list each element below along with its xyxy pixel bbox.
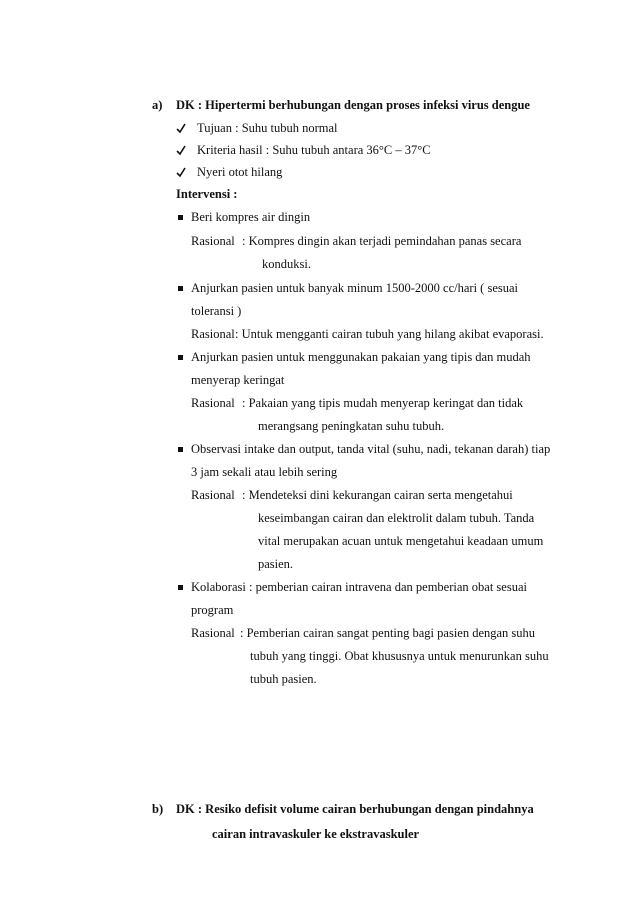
- rasional-4-line-4: pasien.: [258, 557, 294, 571]
- bullet-square-icon: [178, 585, 183, 590]
- bullet-square-icon: [178, 447, 183, 452]
- rasional-4-line-3: vital merupakan acuan untuk mengetahui keadaan umum: [258, 534, 544, 548]
- checkmark-icon: [176, 166, 186, 178]
- rasional-1-line-2: konduksi.: [262, 257, 311, 271]
- intervensi-label: Intervensi :: [176, 187, 238, 201]
- check-item-kriteria: Kriteria hasil : Suhu tubuh antara 36°C – 37°C: [197, 143, 431, 157]
- intervention-2-line-1: Anjurkan pasien untuk banyak minum 1500-2000 cc/hari ( sesuai: [191, 281, 519, 295]
- intervention-5-line-2: program: [191, 603, 234, 617]
- bullet-square-icon: [178, 215, 183, 220]
- rasional-3-label: Rasional: [191, 396, 235, 410]
- rasional-4-line-2: keseimbangan cairan dan elektrolit dalam tubuh. Tanda: [258, 511, 535, 525]
- intervention-1-text: Beri kompres air dingin: [191, 210, 311, 224]
- section-b-heading-line-1: DK : Resiko defisit volume cairan berhubungan dengan pindahnya: [176, 802, 534, 816]
- rasional-5-label: Rasional: [191, 626, 235, 640]
- check-item-tujuan: Tujuan : Suhu tubuh normal: [197, 121, 338, 135]
- rasional-5-line-1: : Pemberian cairan sangat penting bagi pasien dengan suhu: [240, 626, 536, 640]
- checkmark-icon: [176, 144, 186, 156]
- rasional-1-line-1: : Kompres dingin akan terjadi pemindahan panas secara: [242, 234, 522, 248]
- checkmark-icon: [176, 122, 186, 134]
- rasional-3-line-2: merangsang peningkatan suhu tubuh.: [258, 419, 445, 433]
- rasional-1-label: Rasional: [191, 234, 235, 248]
- rasional-4-line-1: : Mendeteksi dini kekurangan cairan serta mengetahui: [242, 488, 513, 502]
- rasional-2-label: Rasional: [191, 327, 235, 341]
- intervention-4-line-1: Observasi intake dan output, tanda vital (suhu, nadi, tekanan darah) tiap: [191, 442, 551, 456]
- bullet-square-icon: [178, 355, 183, 360]
- intervention-3-line-1: Anjurkan pasien untuk menggunakan pakaian yang tipis dan mudah: [191, 350, 531, 364]
- rasional-2-line-1: : Untuk mengganti cairan tubuh yang hilang akibat evaporasi.: [235, 327, 544, 341]
- intervention-2-line-2: toleransi ): [191, 304, 242, 318]
- rasional-5-line-2: tubuh yang tinggi. Obat khususnya untuk menurunkan suhu: [250, 649, 549, 663]
- bullet-square-icon: [178, 286, 183, 291]
- intervention-3-line-2: menyerap keringat: [191, 373, 285, 387]
- rasional-3-line-1: : Pakaian yang tipis mudah menyerap keringat dan tidak: [242, 396, 524, 410]
- section-a-heading: DK : Hipertermi berhubungan dengan proses infeksi virus dengue: [176, 98, 530, 112]
- rasional-4-label: Rasional: [191, 488, 235, 502]
- intervention-4-line-2: 3 jam sekali atau lebih sering: [191, 465, 338, 479]
- check-item-nyeri: Nyeri otot hilang: [197, 165, 283, 179]
- section-b-heading-line-2: cairan intravaskuler ke ekstravaskuler: [212, 827, 420, 841]
- section-b-marker: b): [152, 802, 164, 816]
- rasional-5-line-3: tubuh pasien.: [250, 672, 317, 686]
- intervention-5-line-1: Kolaborasi : pemberian cairan intravena dan pemberian obat sesuai: [191, 580, 527, 594]
- section-a-marker: a): [152, 98, 163, 112]
